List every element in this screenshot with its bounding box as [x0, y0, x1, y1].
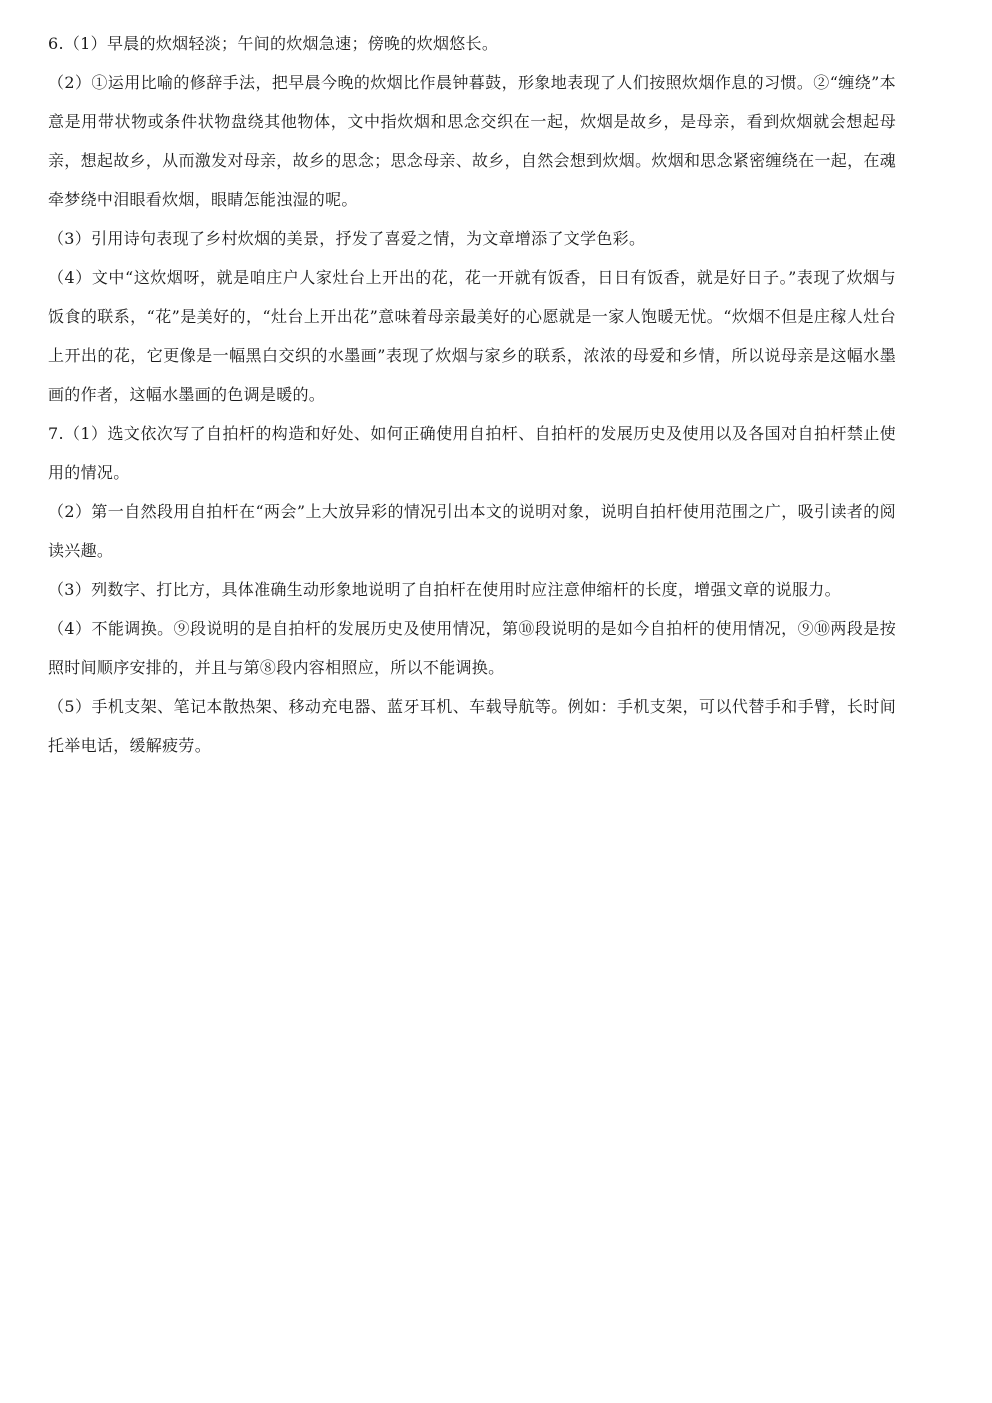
answer-6-1: 6.（1）早晨的炊烟轻淡；午间的炊烟急速；傍晚的炊烟悠长。 — [48, 34, 499, 53]
answer-6-4: （4）文中“这炊烟呀，就是咱庄户人家灶台上开出的花，花一开就有饭香，日日有饭香，就是好日子。”表现了炊烟与饭食的联系，“花”是美好的，“灶台上开出花”意味着母亲最美好的心愿就是一家人饱暖无忧。“炊烟不但是庄稼人灶台上开出的花，它更像是一幅黑白交织的水墨画”表现了炊烟与家乡的联系，浓浓的母爱和乡情，所以说母亲是这幅水墨画的作者，这幅水墨画的色调是暖的。 — [48, 268, 896, 404]
answer-page — [48, 24, 896, 765]
answer-7-5: （5）手机支架、笔记本散热架、移动充电器、蓝牙耳机、车载导航等。例如：手机支架，可以代替手和手臂，长时间托举电话，缓解疲劳。 — [48, 697, 896, 755]
answer-7-1: 7.（1）选文依次写了自拍杆的构造和好处、如何正确使用自拍杆、自拍杆的发展历史及使用以及各国对自拍杆禁止使用的情况。 — [48, 424, 896, 482]
answer-7-3: （3）列数字、打比方，具体准确生动形象地说明了自拍杆在使用时应注意伸缩杆的长度，增强文章的说服力。 — [48, 580, 841, 599]
answer-6-2: （2）①运用比喻的修辞手法，把早晨今晚的炊烟比作晨钟暮鼓，形象地表现了人们按照炊烟作息的习惯。②“缠绕”本意是用带状物或条件状物盘绕其他物体，文中指炊烟和思念交织在一起，炊烟是故乡，是母亲，看到炊烟就会想起母亲，想起故乡，从而激发对母亲，故乡的思念；思念母亲、故乡，自然会想到炊烟。炊烟和思念紧密缠绕在一起，在魂牵梦绕中泪眼看炊烟，眼睛怎能浊湿的呢。 — [48, 73, 896, 209]
answer-6-3: （3）引用诗句表现了乡村炊烟的美景，抒发了喜爱之情，为文章增添了文学色彩。 — [48, 229, 646, 248]
answer-7-4: （4）不能调换。⑨段说明的是自拍杆的发展历史及使用情况，第⑩段说明的是如今自拍杆的使用情况，⑨⑩两段是按照时间顺序安排的，并且与第⑧段内容相照应，所以不能调换。 — [48, 619, 896, 677]
answer-7-2: （2）第一自然段用自拍杆在“两会”上大放异彩的情况引出本文的说明对象，说明自拍杆使用范围之广，吸引读者的阅读兴趣。 — [48, 502, 896, 560]
